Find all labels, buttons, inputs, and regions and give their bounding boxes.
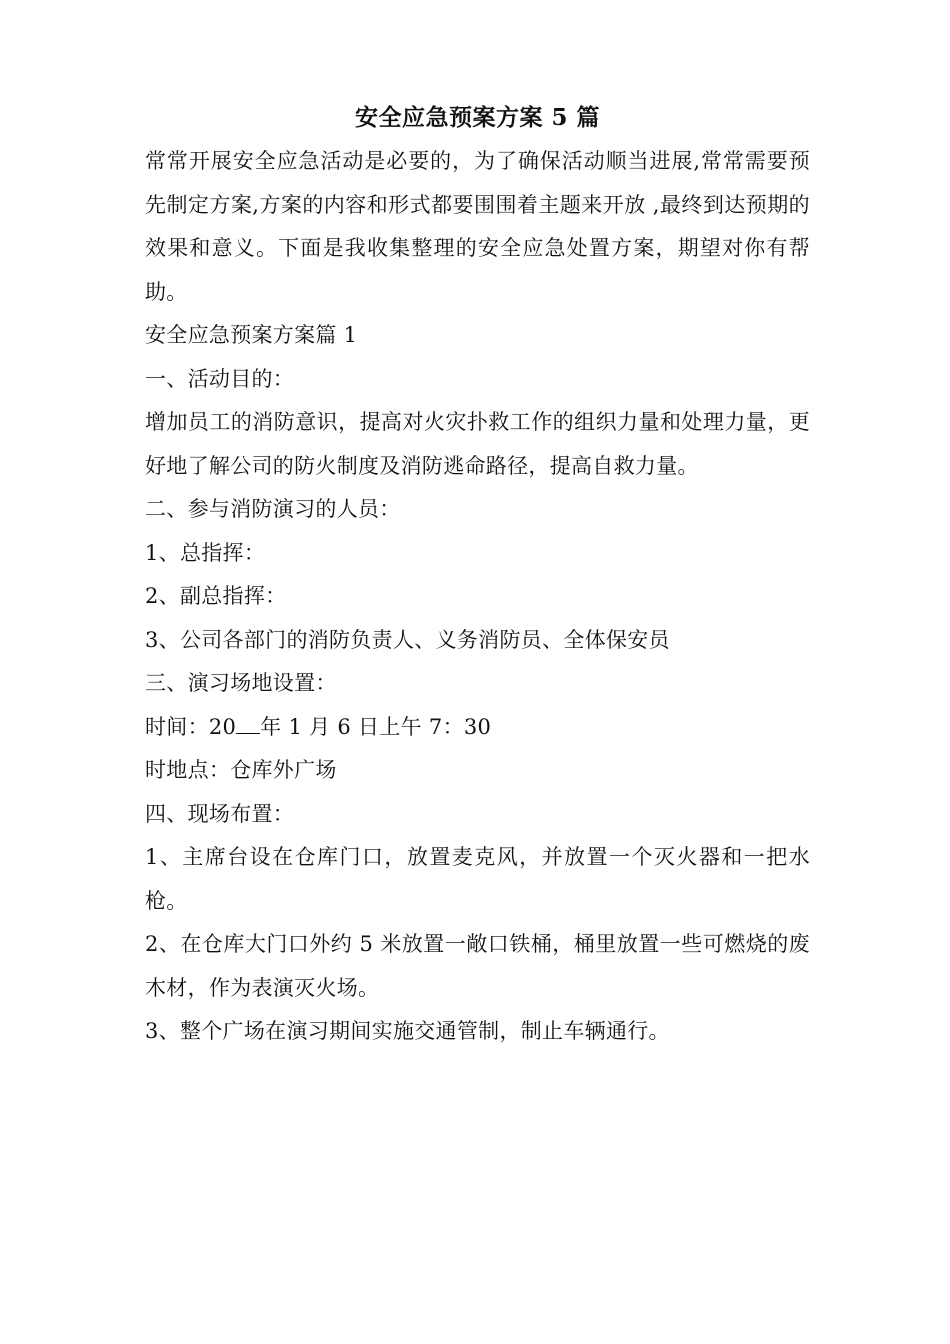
time-blank-field bbox=[236, 733, 260, 734]
time-prefix: 时间：20 bbox=[145, 714, 237, 739]
document-title: 安全应急预案方案 5 篇 bbox=[354, 104, 601, 131]
time-suffix: 年 1 月 6 日上午 7：30 bbox=[260, 714, 492, 739]
participant-commander: 1、总指挥： bbox=[145, 540, 266, 565]
purpose-paragraph: 增加员工的消防意识，提高对火灾扑救工作的组织力量和处理力量，更好地了解公司的防火制度及消防逃命路径，提高自救力量。 bbox=[145, 410, 810, 478]
participant-departments: 3、公司各部门的消防负责人、义务消防员、全体保安员 bbox=[145, 627, 670, 652]
heading-participants: 二、参与消防演习的人员： bbox=[145, 497, 401, 521]
layout-item-1: 1、主席台设在仓库门口，放置麦克风，并放置一个灭火器和一把水枪。 bbox=[145, 845, 810, 913]
section-heading: 安全应急预案方案篇 1 bbox=[145, 323, 358, 347]
participant-deputy: 2、副总指挥： bbox=[145, 584, 287, 608]
intro-paragraph: 常常开展安全应急活动是必要的，为了确保活动顺当进展,常常需要预先制定方案,方案的内容和形式都要围围着主题来开放 ,最终到达预期的效果和意义。下面是我收集整理的安全应急处置方案，期望对你有帮助。 bbox=[145, 149, 810, 304]
place-line: 时地点：仓库外广场 bbox=[145, 758, 337, 782]
layout-item-3: 3、整个广场在演习期间实施交通管制，制止车辆通行。 bbox=[145, 1019, 670, 1043]
heading-layout: 四、现场布置： bbox=[145, 801, 295, 826]
layout-item-2: 2、在仓库大门口外约 5 米放置一敞口铁桶，桶里放置一些可燃烧的废木材，作为表演灭火场。 bbox=[145, 932, 810, 1000]
heading-purpose: 一、活动目的： bbox=[145, 366, 295, 391]
time-line bbox=[145, 706, 810, 750]
heading-venue: 三、演习场地设置： bbox=[145, 671, 337, 695]
document-page bbox=[145, 96, 810, 1054]
